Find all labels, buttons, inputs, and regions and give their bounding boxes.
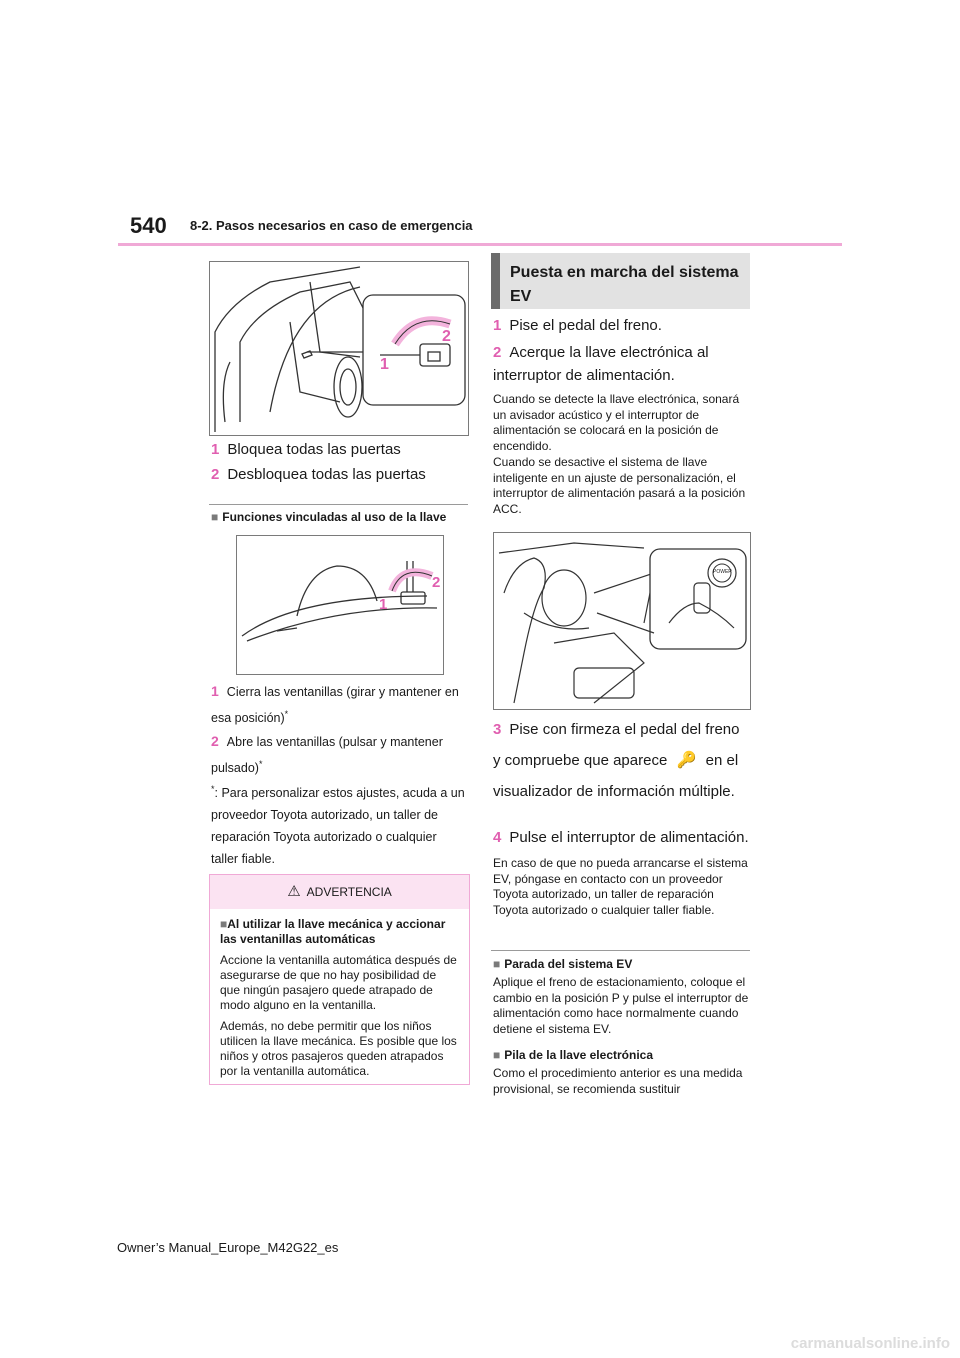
fig2-label-1: 1 (379, 596, 388, 613)
paragraph: En caso de que no pueda arrancarse el sistema EV, póngase en contacto con un proveedor Toyota autorizado, un taller de reparación Toyota autorizado o cualquier taller fiable. (493, 856, 748, 917)
paragraph: Como el procedimiento anterior es una medida provisional, se recomienda sustituir (493, 1066, 743, 1096)
step-number: 3 (493, 721, 502, 738)
square-bullet-icon: ■ (220, 917, 228, 931)
step-text: Desbloquea todas las puertas (227, 466, 426, 483)
step-lock-all (211, 438, 401, 461)
door-lock-figure (209, 261, 469, 436)
square-bullet-icon: ■ (493, 1048, 501, 1062)
warning-paragraph: Accione la ventanilla automática después de asegurarse de que no hay posibilidad de que ningún pasajero quede atrapado de modo alguno en la ventanilla. (220, 953, 457, 1012)
chapter-title: 8-2. Pasos necesarios en caso de emergencia (190, 218, 473, 233)
paragraph: Cuando se detecte la llave electrónica, sonará un avisador acústico y el interruptor de alimentación se colocará en la posición de encendido. (493, 392, 740, 453)
door-handle-figure (236, 535, 444, 675)
fig2-label-2: 2 (432, 574, 441, 591)
step-number: 4 (493, 829, 502, 846)
key-indicator-icon: 🔑 (676, 752, 697, 769)
step-approach-key: 2 Acerque la llave electrónica al interruptor de alimentación. (493, 344, 709, 384)
step-number: 2 (493, 344, 502, 361)
header-rule (118, 243, 842, 246)
door-handle-illustration (237, 536, 443, 674)
power-label: POWER (713, 569, 732, 575)
battery-heading: ■ Pila de la llave electrónica (493, 1048, 653, 1062)
watermark: carmanualsonline.info (790, 1335, 950, 1352)
paragraph: Cuando se desactive el sistema de llave inteligente en un ajuste de personalización, el interruptor de alimentación pasará a la posición ACC. (493, 455, 746, 516)
fig1-label-1: 1 (380, 356, 389, 373)
warning-subhead: ■Al utilizar la llave mecánica y accionar las ventanillas automáticas (220, 917, 446, 946)
paragraph: Aplique el freno de estacionamiento, coloque el cambio en la posición P y pulse el interruptor de alimentación como hace normalmente cuando detiene el sistema EV. (493, 975, 749, 1036)
step-open-windows: 2 Abre las ventanillas (pulsar y mantener pulsado)* (211, 733, 443, 776)
warning-body (210, 909, 469, 1093)
warning-header: ⚠ ADVERTENCIA (210, 875, 469, 909)
divider (491, 950, 750, 951)
section-heading: Puesta en marcha del sistema EV (491, 253, 750, 309)
step-number: 1 (211, 683, 219, 699)
car-door-illustration (210, 262, 468, 435)
key-functions-heading: ■ Funciones vinculadas al uso de la llave (211, 510, 447, 524)
footnote: *: Para personalizar estos ajustes, acuda a un proveedor Toyota autorizado, un taller de reparación Toyota autorizado o cualquier taller fiable. (211, 784, 465, 867)
step-number: 1 (493, 317, 502, 334)
step-brake: 1 Pise el pedal del freno. (493, 317, 662, 334)
step-unlock-all (211, 463, 426, 486)
step-close-windows: 1 Cierra las ventanillas (girar y mantener en esa posición)* (211, 683, 459, 726)
step-number: 2 (211, 466, 220, 483)
stop-system-heading: ■ Parada del sistema EV (493, 957, 633, 971)
step-press-power: 4 Pulse el interruptor de alimentación. (493, 829, 749, 846)
step-number: 1 (211, 441, 220, 458)
step-check-indicator: 3 Pise con firmeza el pedal del freno y compruebe que aparece 🔑 en el visualizador de información múltiple. (493, 721, 740, 800)
square-bullet-icon: ■ (211, 510, 219, 524)
step-number: 2 (211, 733, 219, 749)
footer-text: Owner’s Manual_Europe_M42G22_es (117, 1240, 339, 1255)
warning-triangle-icon: ⚠ (287, 883, 301, 900)
cabin-illustration (494, 533, 750, 709)
divider (209, 504, 468, 505)
square-bullet-icon: ■ (493, 957, 501, 971)
warning-box (209, 874, 470, 1085)
step-text: Bloquea todas las puertas (227, 441, 401, 458)
page-number: 540 (130, 213, 167, 238)
warning-paragraph: Además, no debe permitir que los niños utilicen la llave mecánica. Es posible que los niños y otros pasajeros queden atrapados por la ventanilla automática. (220, 1019, 457, 1078)
power-switch-figure (493, 532, 751, 710)
fig1-label-2: 2 (442, 328, 451, 345)
